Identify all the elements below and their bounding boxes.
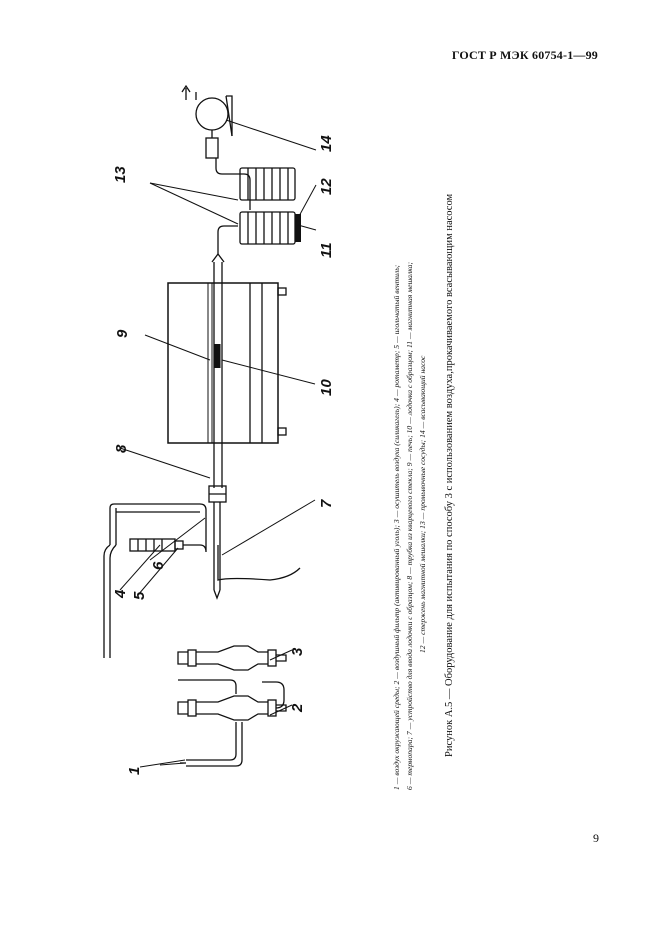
label-12: 12 bbox=[318, 178, 335, 195]
label-4: 4 bbox=[112, 589, 129, 598]
label-2: 2 bbox=[289, 703, 306, 712]
air-drier bbox=[178, 646, 286, 670]
legend-line-3: 12 — стержень магнитной мешалки; 13 — промывочные сосуды; 14 — всасывающий насос bbox=[418, 355, 427, 653]
air-filter bbox=[178, 680, 286, 720]
legend-line-1: 1 — воздух окружающей среды; 2 — воздушный фильтр (активированный уголь); 3 — осушитель воздуха (силикагель); 4 — ротаметр; 5 — игольчатый вентиль; bbox=[392, 264, 401, 790]
furnace bbox=[168, 283, 286, 443]
legend-line-2: 6 — термопара; 7 — устройство для ввода лодочки с образцом; 8 — трубка из кварцевого стекла; 9 — печь; 10 — лодочка с образцом; 11 — магнитная мешалка; bbox=[405, 262, 414, 790]
wash-bottle-lower bbox=[240, 212, 301, 244]
connecting-tubing bbox=[104, 545, 116, 658]
label-13: 13 bbox=[112, 166, 129, 183]
wash-bottle-upper bbox=[240, 168, 295, 200]
label-5: 5 bbox=[131, 591, 148, 600]
label-11: 11 bbox=[318, 242, 335, 258]
label-7: 7 bbox=[318, 499, 335, 508]
label-14: 14 bbox=[318, 135, 335, 152]
label-8: 8 bbox=[113, 444, 130, 453]
sample-boat bbox=[215, 344, 221, 368]
label-6: 6 bbox=[150, 561, 167, 570]
label-3: 3 bbox=[289, 647, 306, 656]
label-9: 9 bbox=[114, 329, 131, 338]
page-number: 9 bbox=[593, 831, 599, 845]
figure-caption: Рисунок А.5 — Оборудование для испытания по способу 3 с использованием воздуха,прокачиваемого всасывающим насосом bbox=[444, 193, 455, 757]
label-10: 10 bbox=[318, 379, 335, 396]
air-inlet bbox=[180, 722, 242, 766]
standard-header: ГОСТ Р МЭК 60754-1—99 bbox=[451, 48, 598, 62]
label-1: 1 bbox=[126, 766, 143, 775]
suction-pump bbox=[182, 86, 232, 158]
